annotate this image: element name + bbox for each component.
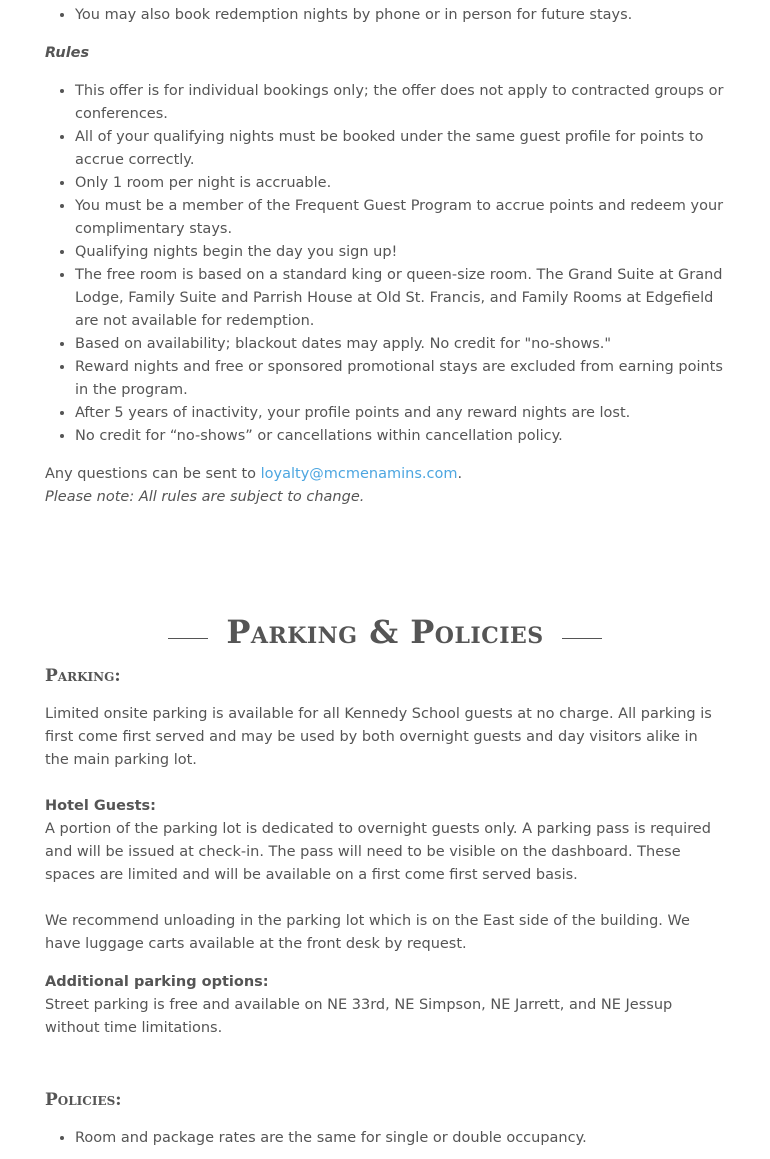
loyalty-email-link[interactable]: loyalty@mcmenamins.com	[260, 466, 458, 482]
policies-list	[45, 1127, 725, 1150]
policies-section	[45, 1089, 725, 1150]
hotel-guests-text: A portion of the parking lot is dedicated to overnight guests only. A parking pass is required and will be issued at check-in. The pass will need to be visible on the dashboard. These spaces are limited and will be available on a first come first served basis.	[45, 821, 711, 883]
title-left-rule	[168, 638, 208, 639]
title-right-rule	[562, 638, 602, 639]
rule-item: • You must be a member of the Frequent Guest Program to accrue points and redeem your complimentary stays.	[75, 195, 725, 241]
redemption-list	[45, 4, 725, 27]
rules-change-note: Please note: All rules are subject to change.	[45, 489, 365, 505]
loyalty-section	[45, 4, 725, 509]
parking-section	[45, 665, 725, 1040]
rule-item: • All of your qualifying nights must be booked under the same guest profile for points to accrue correctly.	[75, 126, 725, 172]
rule-item: • Qualifying nights begin the day you sign up!	[75, 241, 725, 264]
rule-item: • Based on availability; blackout dates may apply. No credit for "no-shows."	[75, 333, 725, 356]
rule-item: • No credit for “no-shows” or cancellations within cancellation policy.	[75, 425, 725, 448]
questions-prefix: Any questions can be sent to	[45, 466, 261, 482]
unloading-text: We recommend unloading in the parking lot which is on the East side of the building. We have luggage carts available at the front desk by request.	[45, 913, 690, 952]
policy-item: • Room and package rates are the same for single or double occupancy.	[75, 1127, 725, 1150]
parking-intro: Limited onsite parking is available for all Kennedy School guests at no charge. All parking is first come first served and may be used by both overnight guests and day visitors alike in the main parking lot.	[45, 706, 712, 768]
parking-policies-title: Parking & Policies	[226, 612, 544, 651]
rule-item: • Reward nights and free or sponsored promotional stays are excluded from earning points in the program.	[75, 356, 725, 402]
questions-line	[45, 463, 725, 486]
policies-heading: Policies:	[45, 1090, 122, 1110]
rules-list	[45, 80, 725, 448]
rule-item: • This offer is for individual bookings only; the offer does not apply to contracted groups or conferences.	[75, 80, 725, 126]
rules-heading: Rules	[45, 45, 90, 61]
questions-suffix: .	[457, 466, 463, 482]
rule-item: • After 5 years of inactivity, your profile points and any reward nights are lost.	[75, 402, 725, 425]
additional-parking-label: Additional parking options:	[45, 974, 269, 990]
hotel-guests-label: Hotel Guests:	[45, 798, 156, 814]
additional-parking-text: Street parking is free and available on NE 33rd, NE Simpson, NE Jarrett, and NE Jessup without time limitations.	[45, 997, 673, 1036]
parking-heading: Parking:	[45, 666, 121, 686]
rule-item: • The free room is based on a standard king or queen-size room. The Grand Suite at Grand Lodge, Family Suite and Parrish House at Old St. Francis, and Family Rooms at Edgefield are not available for redemption.	[75, 264, 725, 333]
rule-item: • Only 1 room per night is accruable.	[75, 172, 725, 195]
section-title	[0, 612, 770, 652]
list-item: • You may also book redemption nights by phone or in person for future stays.	[75, 4, 725, 27]
